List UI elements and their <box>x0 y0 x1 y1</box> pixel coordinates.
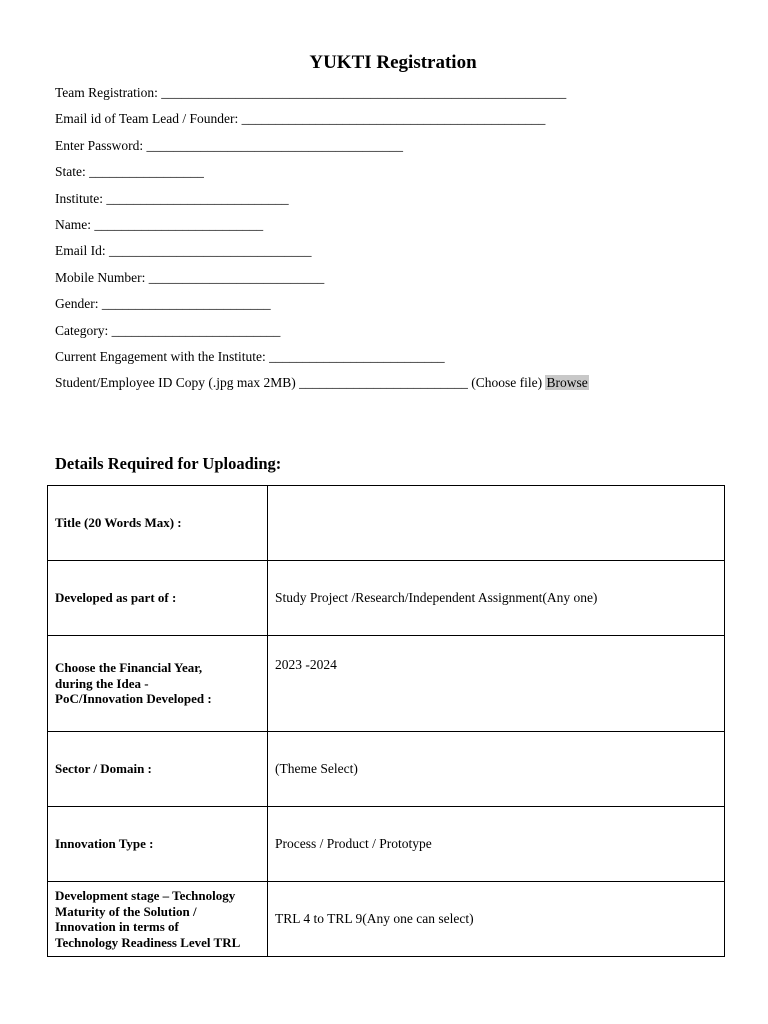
label-line: Choose the Financial Year, <box>55 660 203 676</box>
row-label: Title (20 Words Max) : <box>48 486 268 561</box>
label-line: Maturity of the Solution / <box>55 903 197 919</box>
label-line: PoC/Innovation Developed : <box>55 691 212 707</box>
label-line: Technology Readiness Level TRL <box>55 934 241 950</box>
field-current-engagement[interactable] <box>55 348 589 366</box>
field-blank[interactable]: __________________________ <box>148 269 325 285</box>
field-label: Student/Employee ID Copy (.jpg max 2MB) <box>55 375 296 391</box>
table-row <box>48 636 725 732</box>
field-blank[interactable]: ___________________________ <box>106 190 289 206</box>
field-id-copy-upload[interactable] <box>55 374 589 392</box>
field-label: Category: <box>55 322 109 338</box>
table-row <box>48 807 725 882</box>
title-input-cell[interactable] <box>268 486 725 561</box>
field-name[interactable] <box>55 216 589 234</box>
sector-domain-value[interactable]: (Theme Select) <box>268 732 725 807</box>
field-category[interactable] <box>55 322 589 340</box>
development-stage-value[interactable]: TRL 4 to TRL 9(Any one can select) <box>268 882 725 957</box>
field-blank[interactable]: ____________________________________________________________ <box>161 85 567 100</box>
field-team-lead-email[interactable] <box>55 110 589 128</box>
field-password[interactable] <box>55 137 589 155</box>
field-blank[interactable]: __________________________ <box>269 348 445 364</box>
field-state[interactable] <box>55 163 589 181</box>
field-label: State: <box>55 164 86 180</box>
document-title: YUKTI Registration <box>309 52 477 73</box>
field-label: Mobile Number: <box>55 269 146 285</box>
registration-form <box>55 84 589 401</box>
table-row <box>48 486 725 561</box>
field-blank[interactable]: _____________________________________________ <box>241 111 546 127</box>
row-label: Sector / Domain : <box>48 732 268 807</box>
row-label: Innovation Type : <box>48 807 268 882</box>
table-row <box>48 882 725 957</box>
table-row <box>48 732 725 807</box>
field-blank[interactable]: _________________________ <box>101 296 271 312</box>
label-line: Innovation in terms of <box>55 919 179 934</box>
field-label: Enter Password: <box>55 137 144 153</box>
field-blank[interactable]: ______________________________________ <box>146 137 403 153</box>
field-email-id[interactable] <box>55 242 589 260</box>
field-blank[interactable]: _________________________ <box>111 322 281 338</box>
details-table <box>47 485 725 957</box>
choose-file-label: (Choose file) <box>471 375 543 391</box>
field-label: Current Engagement with the Institute: <box>55 348 266 364</box>
label-line: during the Idea - <box>55 675 149 691</box>
field-gender[interactable] <box>55 295 589 313</box>
field-label: Email id of Team Lead / Founder: <box>55 111 239 127</box>
row-label <box>48 636 268 732</box>
financial-year-value[interactable]: 2023 -2024 <box>268 636 725 732</box>
table-row <box>48 561 725 636</box>
innovation-type-value[interactable]: Process / Product / Prototype <box>268 807 725 882</box>
field-label: Email Id: <box>55 243 106 259</box>
field-label: Institute: <box>55 190 103 206</box>
field-blank: _________________________ <box>299 375 468 391</box>
developed-as-part-of-value[interactable]: Study Project /Research/Independent Assignment(Any one) <box>268 561 725 636</box>
field-label: Gender: <box>55 296 99 312</box>
label-line: Development stage – Technology <box>55 888 236 903</box>
field-label: Name: <box>55 216 91 232</box>
browse-button[interactable]: Browse <box>546 375 588 391</box>
row-label: Developed as part of : <box>48 561 268 636</box>
field-label: Team Registration: <box>55 85 158 100</box>
field-blank[interactable]: ______________________________ <box>109 243 312 259</box>
field-mobile-number[interactable] <box>55 269 589 287</box>
field-institute[interactable] <box>55 190 589 208</box>
field-blank[interactable]: _________________ <box>89 164 204 180</box>
row-label <box>48 882 268 957</box>
field-team-registration[interactable] <box>55 84 589 102</box>
field-blank[interactable]: _________________________ <box>94 216 264 232</box>
details-section-heading: Details Required for Uploading: <box>55 454 282 473</box>
